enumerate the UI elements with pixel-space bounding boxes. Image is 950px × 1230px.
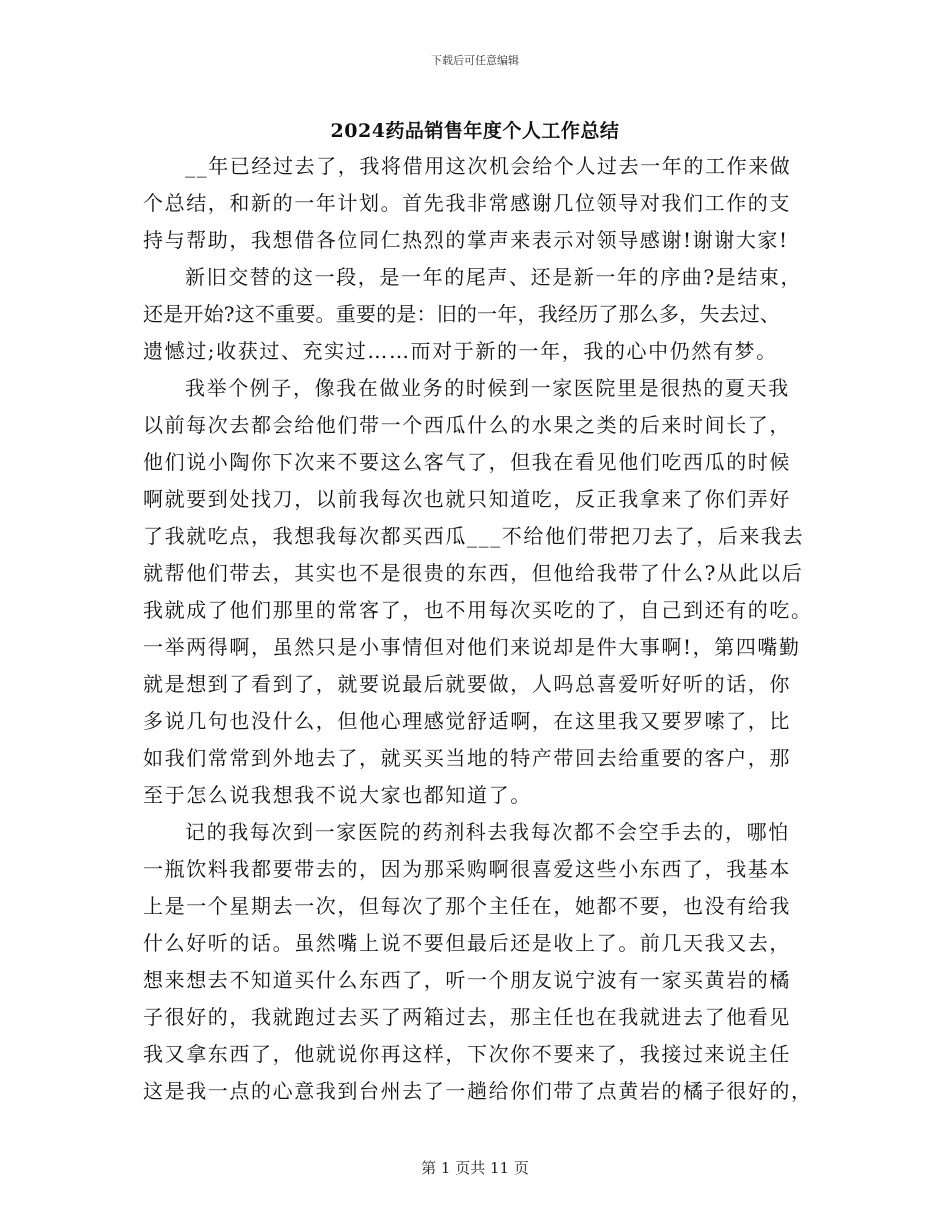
document-title: 2024药品销售年度个人工作总结 (330, 120, 620, 142)
text-line: 新旧交替的这一段，是一年的尾声、还是新一年的序曲?是结束， (185, 265, 803, 289)
document-body (143, 148, 823, 1110)
paragraph-4 (143, 814, 823, 1110)
text-line: 就是想到了看到了，就要说最后就要做，人吗总喜爱听好听的话，你 (143, 672, 791, 696)
page-header-note: 下载后可任意编辑 (431, 54, 519, 67)
text-line: 还是开始?这不重要。重要的是：旧的一年，我经历了那么多，失去过、 (143, 302, 781, 326)
text-line: 持与帮助，我想借各位同仁热烈的掌声来表示对领导感谢!谢谢大家! (143, 228, 789, 252)
text-line: 了我就吃点，我想我每次都买西瓜___不给他们带把刀去了，后来我去 (143, 524, 805, 548)
text-line: 如我们常常到外地去了，就买买当地的特产带回去给重要的客户，那 (143, 746, 791, 770)
text-line: 我举个例子，像我在做业务的时候到一家医院里是很热的夏天我 (185, 376, 790, 400)
text-line: 遗憾过;收获过、充实过……而对于新的一年，我的心中仍然有梦。 (143, 339, 778, 363)
text-line: 一举两得啊，虽然只是小事情但对他们来说却是件大事啊!，第四嘴勤 (143, 635, 801, 659)
text-line: 想来想去不知道买什么东西了，听一个朋友说宁波有一家买黄岩的橘 (143, 968, 791, 992)
text-line: 个总结，和新的一年计划。首先我非常感谢几位领导对我们工作的支 (143, 191, 791, 215)
text-line: __年已经过去了，我将借用这次机会给个人过去一年的工作来做 (185, 154, 792, 178)
text-line: 我就成了他们那里的常客了，也不用每次买吃的了，自己到还有的吃。 (143, 598, 813, 622)
text-line: 多说几句也没什么，但他心理感觉舒适啊，在这里我又要罗嗦了，比 (143, 709, 791, 733)
text-line: 记的我每次到一家医院的药剂科去我每次都不会空手去的，哪怕 (185, 820, 790, 844)
text-line: 一瓶饮料我都要带去的，因为那采购啊很喜爱这些小东西了，我基本 (143, 857, 791, 881)
text-line: 他们说小陶你下次来不要这么客气了，但我在看见他们吃西瓜的时候 (143, 450, 791, 474)
text-line: 什么好听的话。虽然嘴上说不要但最后还是收上了。前几天我又去， (143, 931, 791, 955)
text-line: 啊就要到处找刀，以前我每次也就只知道吃，反正我拿来了你们弄好 (143, 487, 791, 511)
text-line: 我又拿东西了，他就说你再这样，下次你不要来了，我接过来说主任 (143, 1042, 791, 1066)
text-line: 以前每次去都会给他们带一个西瓜什么的水果之类的后来时间长了， (143, 413, 791, 437)
paragraph-1 (143, 148, 823, 259)
paragraph-3 (143, 370, 823, 814)
text-line: 就帮他们带去，其实也不是很贵的东西，但他给我带了什么?从此以后 (143, 561, 804, 585)
page-number: 第 1 页共 11 页 (421, 1159, 529, 1177)
text-line: 这是我一点的心意我到台州去了一趟给你们带了点黄岩的橘子很好的， (143, 1079, 813, 1103)
text-line: 子很好的，我就跑过去买了两箱过去，那主任也在我就进去了他看见 (143, 1005, 791, 1029)
text-line: 至于怎么说我想我不说大家也都知道了。 (143, 783, 532, 807)
text-line: 上是一个星期去一次，但每次了那个主任在，她都不要，也没有给我 (143, 894, 791, 918)
paragraph-2 (143, 259, 823, 370)
